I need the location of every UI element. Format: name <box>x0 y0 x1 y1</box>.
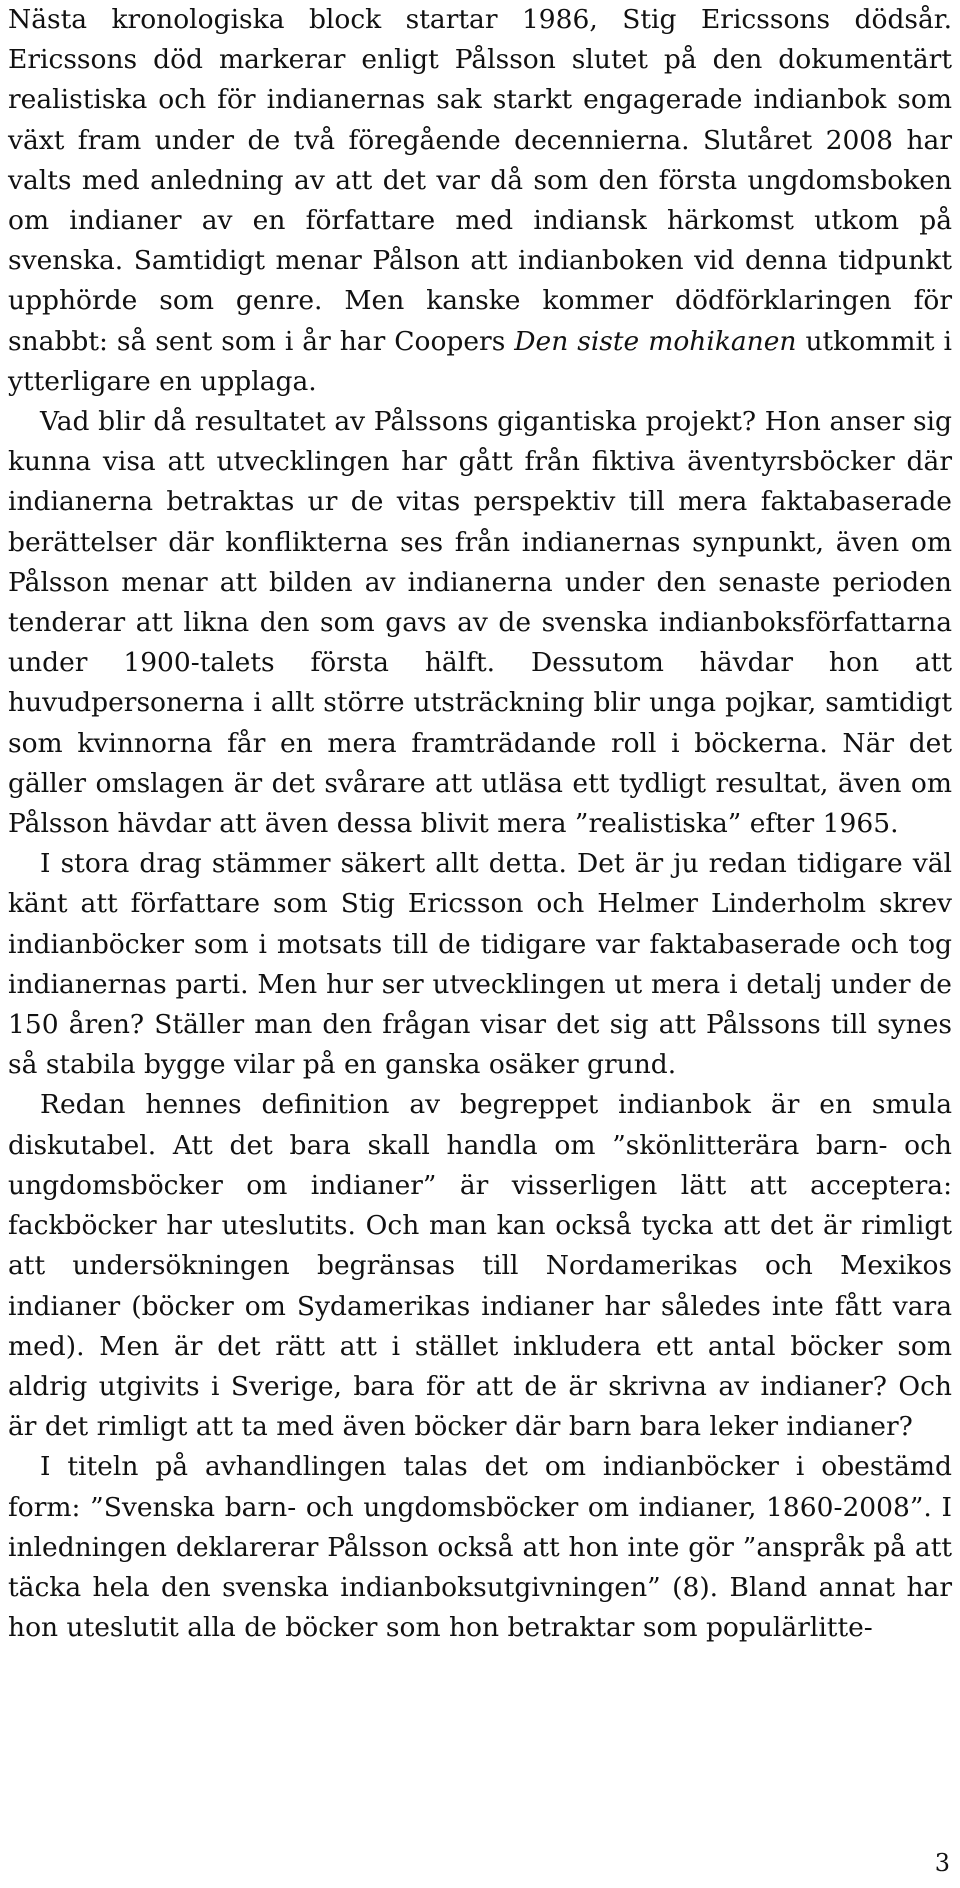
paragraph-2 <box>8 402 952 844</box>
body-text <box>8 0 952 1648</box>
text-span: Vad blir då resultatet av Pålssons gigantiska projekt? Hon anser sig kunna visa att utvecklingen har gått från fiktiva äventyrsböcker där indianerna betraktas ur de vitas perspektiv till mera faktabaserade berättelser där konflikterna ses från indianernas synpunkt, även om Pålsson menar att bilden av indianerna under den senaste perioden tenderar att likna den som gavs av de svenska indianboksförfattarna under 1900-talets första hälft. Dessutom hävdar hon att huvudpersonerna i allt större utsträckning blir unga pojkar, samtidigt som kvinnorna får en mera framträdande roll i böckerna. När det gäller omslagen är det svårare att utläsa ett tydligt resultat, även om Pålsson hävdar att även dessa blivit mera ”realistiska” efter 1965. <box>8 406 952 840</box>
page-number: 3 <box>934 1849 950 1877</box>
paragraph-1 <box>8 0 952 402</box>
text-span: I titeln på avhandlingen talas det om indianböcker i obestämd form: ”Svenska barn- och ungdomsböcker om indianer, 1860-2008”. I inledningen deklarerar Pålsson också att hon inte gör ”anspråk på att täcka hela den svenska indianboksutgivningen” (8). Bland annat har hon uteslutit alla de böcker som hon betraktar som populärlitte- <box>8 1451 952 1644</box>
text-span: I stora drag stämmer säkert allt detta. Det är ju redan tidigare väl känt att författare som Stig Ericsson och Helmer Linderholm skrev indianböcker som i motsats till de tidigare var faktabaserade och tog indianernas parti. Men hur ser utvecklingen ut mera i detalj under de 150 åren? Ställer man den frågan visar det sig att Pålssons till synes så stabila bygge vilar på en ganska osäker grund. <box>8 848 952 1081</box>
paragraph-4 <box>8 1085 952 1447</box>
book-title: Den siste mohikanen <box>514 325 797 357</box>
paragraph-5 <box>8 1447 952 1648</box>
text-span: utkommit i ytterligare en upplaga. <box>8 325 952 397</box>
paragraph-3 <box>8 844 952 1085</box>
text-span: Redan hennes definition av begreppet indianbok är en smula diskutabel. Att det bara skall handla om ”skönlitterära barn- och ungdomsböcker om indianer” är visserligen lätt att acceptera: fackböcker har uteslutits. Och man kan också tycka att det är rimligt att undersökningen begränsas till Nordamerikas och Mexikos indianer (böcker om Sydamerikas indianer har således inte fått vara med). Men är det rätt att i stället inkludera ett antal böcker som aldrig utgivits i Sverige, bara för att de är skrivna av indianer? Och är det rimligt att ta med även böcker där barn bara leker indianer? <box>8 1089 952 1443</box>
text-span: Nästa kronologiska block startar 1986, Stig Ericssons dödsår. Ericssons död markerar enligt Pålsson slutet på den dokumentärt realistiska och för indianernas sak starkt engagerade indianbok som växt fram under de två föregående decennierna. Slutåret 2008 har valts med anledning av att det var då som den första ungdomsboken om indianer av en författare med indiansk härkomst utkom på svenska. Samtidigt menar Pålson att indianboken vid denna tidpunkt upphörde som genre. Men kanske kommer dödförklaringen för snabbt: så sent som i år har Coopers <box>8 4 952 357</box>
